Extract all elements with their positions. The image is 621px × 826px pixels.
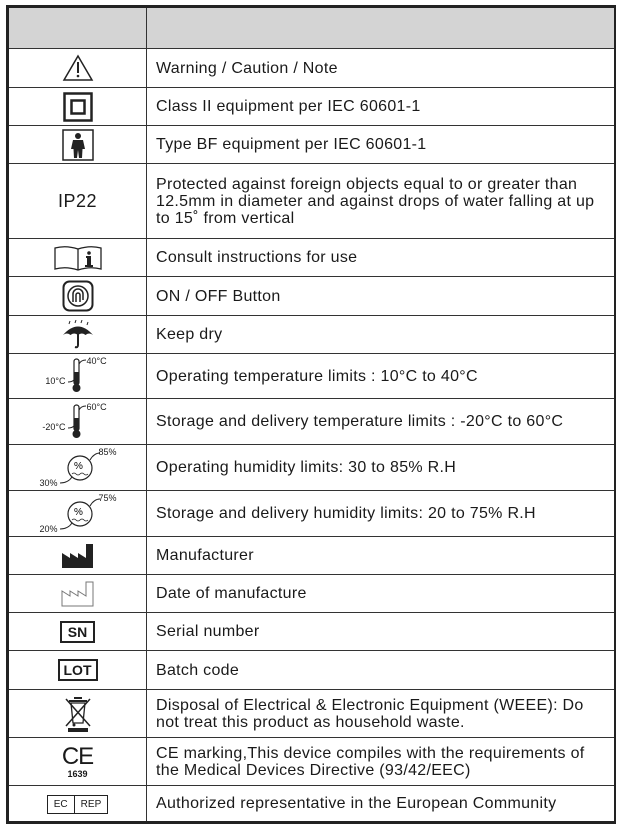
table-row [8,651,616,690]
temp-low-label: -20°C [42,421,66,432]
temp-high-label: 40°C [86,356,107,366]
ce-mark-text: CE [61,742,94,770]
table-row [8,613,616,651]
header-symbol [8,7,147,49]
row-description: Batch code [147,651,616,690]
umbrella-keep-dry-icon [60,320,96,350]
table-row [8,239,616,277]
class-ii-double-square-icon [63,92,93,122]
row-description: Manufacturer [147,537,616,575]
row-description: Date of manufacture [147,575,616,613]
row-description: CE marking,This device compiles with the requirements of the Medical Devices Directive (93/42/EEC) [147,738,616,786]
row-description: Operating temperature limits : 10°C to 40°C [147,354,616,399]
humidity-high-label: 75% [98,492,117,503]
row-description: Disposal of Electrical & Electronic Equipment (WEEE): Do not treat this product as household waste. [147,690,616,738]
consult-instructions-book-icon [53,245,103,271]
weee-crossed-bin-icon [63,695,93,733]
humidity-low-label: 20% [39,523,58,534]
table-row [8,786,616,823]
ec-rep-icon [47,795,108,814]
thermometer-icon [28,402,128,442]
row-description: Type BF equipment per IEC 60601-1 [147,126,616,164]
table-row [8,738,616,786]
on-off-button-icon [62,280,94,312]
ce-mark-icon [9,742,146,779]
table-row [8,277,616,316]
warning-triangle-icon [62,54,94,82]
humidity-icon [28,493,128,535]
ec-label: EC [48,796,75,813]
table-row [8,690,616,738]
row-description: Warning / Caution / Note [147,49,616,88]
table-row [8,575,616,613]
table-row [8,316,616,354]
row-description: Consult instructions for use [147,239,616,277]
row-description: Serial number [147,613,616,651]
table-row [8,164,616,239]
svg-text:%: % [73,506,83,518]
row-description: Protected against foreign objects equal to or greater than 12.5mm in diameter and against drops of water falling at up to 15˚ from vertical [147,164,616,239]
humidity-high-label: 85% [98,446,117,457]
date-of-manufacture-icon [60,581,96,607]
humidity-icon [28,447,128,489]
table-row [8,354,616,399]
row-description: ON / OFF Button [147,277,616,316]
rep-label: REP [80,798,102,810]
table-header [8,7,616,49]
row-description: Class II equipment per IEC 60601-1 [147,88,616,126]
row-description: Operating humidity limits: 30 to 85% R.H [147,445,616,491]
row-description: Storage and delivery humidity limits: 20 to 75% R.H [147,491,616,537]
temp-high-label: 60°C [86,401,107,412]
batch-code-box: LOT [58,659,98,681]
ip22-text: IP22 [57,190,98,211]
row-description: Keep dry [147,316,616,354]
manufacturer-factory-icon [60,543,96,569]
svg-text:%: % [73,460,83,472]
table-row [8,126,616,164]
table-row [8,537,616,575]
table-row [8,445,616,491]
serial-number-box: SN [60,621,95,643]
row-description: Authorized representative in the European Community [147,786,616,823]
table-row [8,88,616,126]
table-row [8,49,616,88]
row-description: Storage and delivery temperature limits : -20°C to 60°C [147,399,616,445]
table-row [8,491,616,537]
temp-low-label: 10°C [45,376,66,386]
notified-body-number: 1639 [67,768,88,779]
type-bf-person-icon [62,129,94,161]
humidity-low-label: 30% [39,477,58,488]
header-description [147,7,616,49]
table-row [8,399,616,445]
symbols-table [6,5,616,824]
thermometer-icon [28,356,128,396]
